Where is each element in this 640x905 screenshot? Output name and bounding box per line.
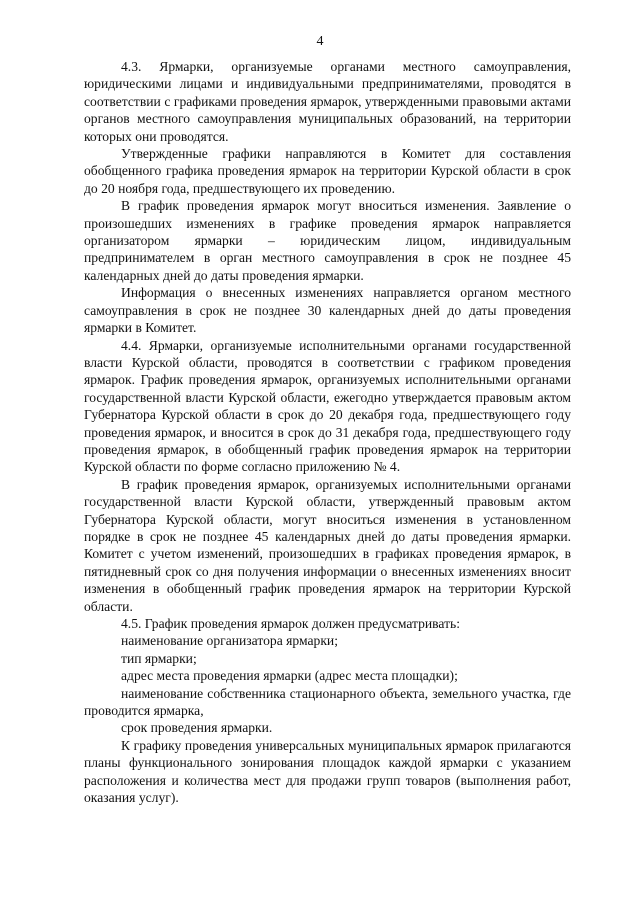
paragraph-zoning-plans: К графику проведения универсальных муниципальных ярмарок прилагаются планы функционального зонирования площадок каждой ярмарки с указанием расположения и количества мест для продажи групп товаров (выполнения работ, оказания услуг). <box>84 737 571 806</box>
page-number: 4 <box>316 34 324 49</box>
paragraph-governor-schedule-changes: В график проведения ярмарок, организуемых исполнительными органами государственной власти Курской области, утвержденный правовым актом Губернатора Курской области, могут вноситься изменения в установленном порядке в срок не позднее 45 календарных дней до даты проведения ярмарки. Комитет с учетом изменений, произошедших в графиках проведения ярмарок, в пятидневный срок со дня получения информации о внесенных изменениях вносит изменения в обобщенный график проведения ярмарок на территории Курской области. <box>84 476 571 614</box>
list-item-owner-name: наименование собственника стационарного объекта, земельного участка, где проводится ярмарка, <box>84 685 571 719</box>
paragraph-schedule-changes: В график проведения ярмарок могут вноситься изменения. Заявление о произошедших изменениях в графике проведения ярмарок направляется организатором ярмарки – юридическим лицом, индивидуальным предпринимателем в орган местного самоуправления в срок не позднее 45 календарных дней до даты проведения ярмарки. <box>84 198 571 283</box>
paragraph-4-3: 4.3. Ярмарки, организуемые органами местного самоуправления, юридическими лицами и индивидуальными предпринимателями, проводятся в соответствии с графиками проведения ярмарок, утвержденными правовыми актами органов местного самоуправления муниципальных образований, на территории которых они проводятся. <box>84 59 571 144</box>
list-item-organizer-name: наименование организатора ярмарки; <box>121 633 338 649</box>
paragraph-4-5: 4.5. График проведения ярмарок должен предусматривать: <box>121 616 461 631</box>
paragraph-schedules-submission: Утвержденные графики направляются в Комитет для составления обобщенного графика проведения ярмарок на территории Курской области в срок до 20 ноября года, предшествующего их проведению. <box>84 146 571 196</box>
document-body <box>84 58 571 806</box>
paragraph-change-information: Информация о внесенных изменениях направляется органом местного самоуправления в срок не позднее 30 календарных дней до даты проведения ярмарки в Комитет. <box>84 285 571 336</box>
list-item-fair-dates: срок проведения ярмарки. <box>121 720 273 736</box>
paragraph-4-4: 4.4. Ярмарки, организуемые исполнительными органами государственной власти Курской области, проводятся в соответствии с графиком проведения ярмарок. График проведения ярмарок, организуемых исполнительными органами государственной власти Курской области, ежегодно утверждается правовым актом Губернатора Курской области в срок до 20 декабря года, предшествующего году проведения ярмарок, и вносится в срок до 31 декабря года, предшествующего году проведения ярмарок, в обобщенный график проведения ярмарок на территории Курской области по форме согласно приложению № 4. <box>84 337 571 475</box>
list-item-venue-address: адрес места проведения ярмарки (адрес места площадки); <box>121 668 458 684</box>
list-item-fair-type: тип ярмарки; <box>121 650 197 666</box>
